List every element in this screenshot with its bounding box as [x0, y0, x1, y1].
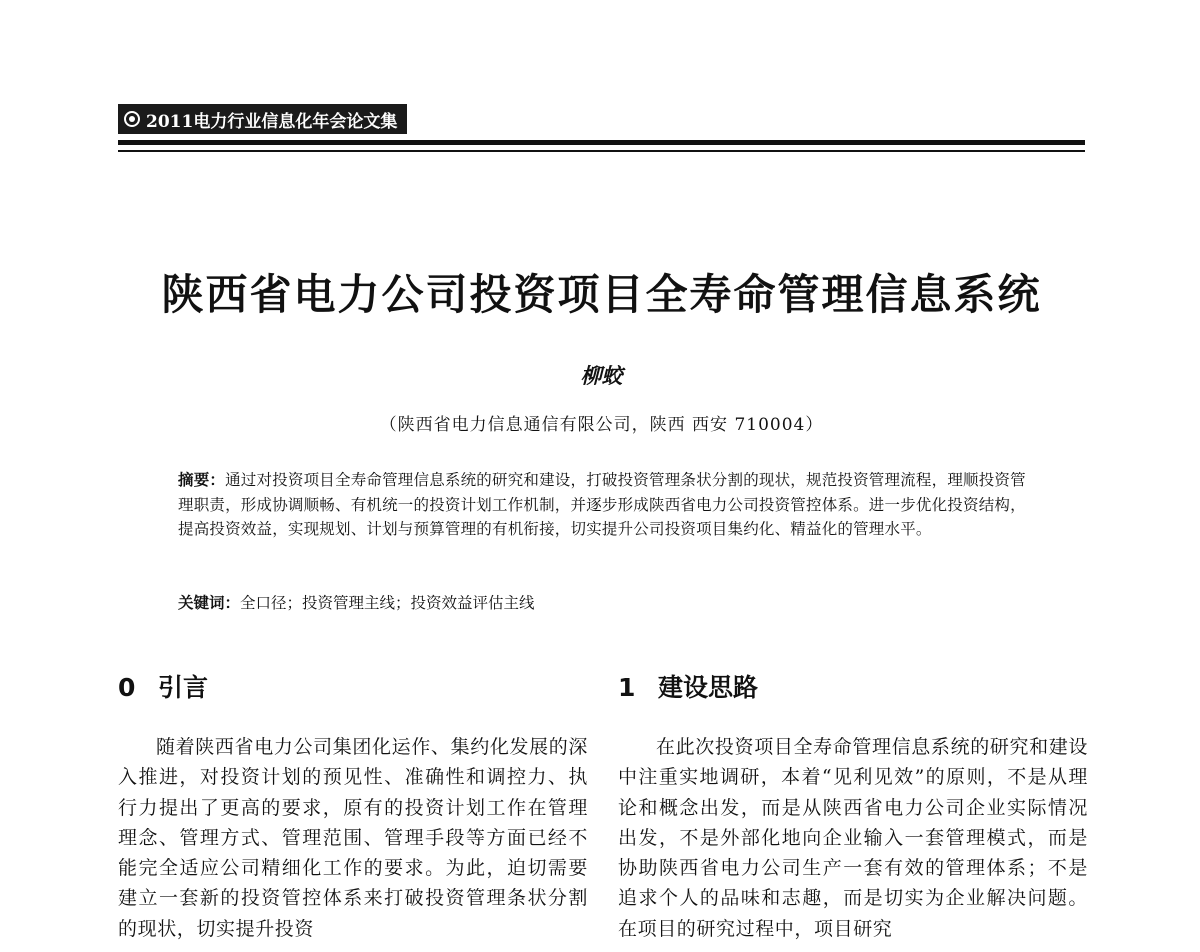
keywords-text: 全口径；投资管理主线；投资效益评估主线 [240, 594, 535, 612]
header-rule-thick [118, 140, 1085, 145]
section-heading [618, 668, 1088, 708]
abstract-label: 摘要： [178, 471, 226, 489]
keywords [178, 591, 1028, 615]
section-construction-ideas [618, 668, 1088, 944]
header-rule-thin [118, 150, 1085, 152]
section-number: 1 [618, 673, 636, 702]
section-title: 引言 [158, 673, 209, 702]
abstract-text: 通过对投资项目全寿命管理信息系统的研究和建设，打破投资管理条状分割的现状，规范投资管理流程，理顺投资管理职责，形成协调顺畅、有机统一的投资计划工作机制，并逐步形成陕西省电力公司投资管控体系。进一步优化投资结构，提高投资效益，实现规划、计划与预算管理的有机衔接，切实提升公司投资项目集约化、精益化的管理水平。 [178, 471, 1026, 539]
author-name: 柳蛟 [580, 363, 623, 388]
running-header [118, 104, 407, 134]
section-number: 0 [118, 673, 136, 702]
paper-title: 陕西省电力公司投资项目全寿命管理信息系统 [161, 270, 1042, 319]
conference-logo-icon [124, 111, 140, 127]
section-heading [118, 668, 588, 708]
section-body: 在此次投资项目全寿命管理信息系统的研究和建设中注重实地调研，本着“见利见效”的原则，不是从理论和概念出发，而是从陕西省电力公司企业实际情况出发，不是外部化地向企业输入一套管理模式，而是协助陕西省电力公司生产一套有效的管理体系；不是追求个人的品味和志趣，而是切实为企业解决问题。在项目的研究过程中，项目研究 [618, 736, 1088, 940]
author-affiliation: （陕西省电力信息通信有限公司，陕西 西安 710004） [379, 415, 824, 435]
section-title: 建设思路 [658, 673, 759, 702]
keywords-label: 关键词： [178, 594, 241, 612]
running-header-text: 2011电力行业信息化年会论文集 [146, 111, 398, 132]
abstract [178, 468, 1028, 542]
section-introduction [118, 668, 588, 944]
section-body: 随着陕西省电力公司集团化运作、集约化发展的深入推进，对投资计划的预见性、准确性和调控力、执行力提出了更高的要求，原有的投资计划工作在管理理念、管理方式、管理范围、管理手段等方面已经不能完全适应公司精细化工作的要求。为此，迫切需要建立一套新的投资管控体系来打破投资管理条状分割的现状，切实提升投资 [118, 736, 588, 940]
